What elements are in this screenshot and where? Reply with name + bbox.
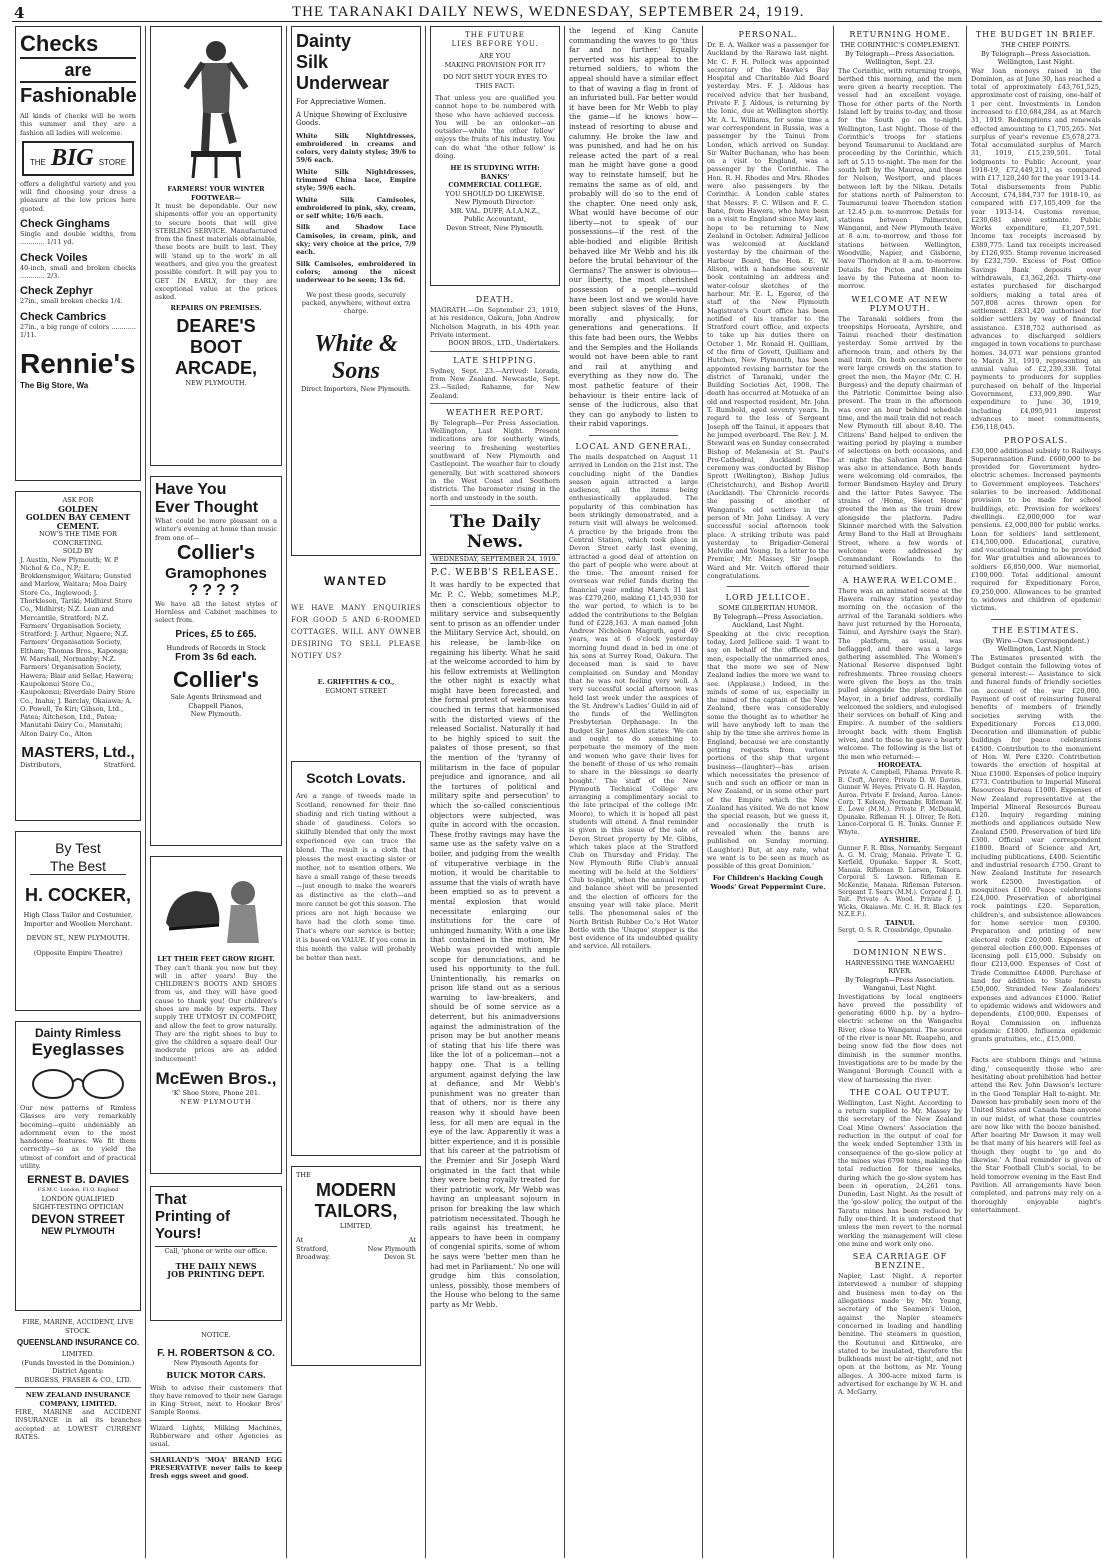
- wanted-ad: [291, 566, 421, 695]
- divider: [430, 351, 560, 352]
- ad-body: offers a delightful variety and you will find choosing your dress a pleasure at the low prices here quoted.: [20, 179, 136, 213]
- ad-body: Our new patterns of Rimless Glasses are very remarkably becoming—quite undeniably an adornment even to the most handsome features. We fit them correctly—so as to yield the utmost of comfort and of practical utility.: [20, 1104, 136, 1171]
- price-item-name: Check Ginghams: [20, 218, 110, 231]
- personal-body: Dr. E. A. Walker was a passenger for Auckland by the Rarawa last night. Mr. C. F. H. Pollock was appointed secretary of the Hawke's Bay Hospital and Charitable Aid Board yesterday. Mrs. F. J. Aldous has received advice that her husband, Private F. J. Aldous, is returning by the Ionic, due at Wellington shortly. Mr. A. L. Williams, for some time a war correspondent in Russia, was a passenger by the Tainui from London, which arrived on Sunday. Sir Walter Buchanan, who has been on a visit to England, was a passenger by the Corinthic. The Hon. R. H. Rhodes and Mrs. Rhodes were also passengers by the Corinthic. A London cable states that Messrs. F. C. Wilson and F. C. Bane, from Hawera, who have been on a visit to England since May last, hope to be returning to New Zealand in October. Admiral Jellicoe was welcomed at Auckland yesterday by the chairman of the Harbour Board, the Hon. E. W. Alison, with a handsome souvenir book containing an address and water-colour sketches of the harbour. Mr. E. L. Egerer, of the staff of the New Plymouth Magistrate's Court office has been notified of his transfer to the Stratford court office, and expects to take up his duties there on October 1. Mr. Ronald H. Quilliam, of the firm of Govett, Quilliam and Hutchen, New Plymouth, has been appointed revising barrister for the district of Taranaki, under the Building Societies Act, 1908. The death has occurred at Motueka of an old and respected resident, Mr. John T. Rumbold, aged seventy years. In regard to the loss of Sergeant Joseph off the Tainui, it appears that he jumped overboard. The Rev. J. M. Steward was on Sunday consecrated Bishop of Melanesia at St. Paul's Pro-Cathedral, Auckland. The ceremony was conducted by Bishop Sprott (Wellington), Bishop Julius (Christchurch), and Bishop Averill (Auckland). The Chronicle records the passing of another of Wanganui's old settlers in the person of Mr. John Lindsay. A very successful social afternoon took place. A striking tribute was paid yesterday to Brigadier-General Melville and Young. In a letter to the Premier, Mr. Massey, Sir Joseph Ward and Mr. Veitch offered their congratulations.: [707, 41, 829, 580]
- ad-headline: That: [155, 1191, 187, 1208]
- ship-name: HOROEATA.: [877, 760, 923, 769]
- ad-line: BUICK MOTOR CARS.: [166, 1370, 266, 1380]
- section-heading: THE COAL OUTPUT.: [849, 1087, 951, 1097]
- column-rule: [425, 26, 426, 1558]
- column-2: [150, 26, 282, 1558]
- ad-line: THE DAILY NEWS: [175, 1260, 257, 1271]
- ad-body: WE HAVE MANY ENQUIRIES FOR GOOD 5 AND 6-ROOMED COTTAGES. WILL ANY OWNER DESIRING TO SELL PLEASE NOTIFY US?: [291, 604, 421, 660]
- cocker-name: H. COCKER,: [24, 885, 131, 905]
- editorial-date: WEDNESDAY, SEPTEMBER 24, 1919.: [430, 554, 560, 565]
- ad-body: That unless you are qualified you cannot hope to be numbered with those who have achieved success. You will be an onlooker—an outsider—while 'the other fellow' enjoys the fruits of his industry. You can do what 'the other fellow' is doing.: [435, 94, 555, 161]
- coal-body: Wellington, Last Night. According to a return supplied to Mr. Massey by the secretary of the New Zealand Coal Mine Owners' Association the reduction in the output of coal for the week ended September 13th in consequence of the go-slow policy at the mines was 6798 tons, making the total reduction for three weeks, during which the go-slow system has been in operation, 24,261 tons. Dunedin, Last Night. As the result of the 'go-slow' policy, the output of the Taratu mines has been reduced by fully one-third. It is understood that unless the men revert to the normal working the management will close one mine and work only one.: [838, 1098, 962, 1248]
- ad-body: We have all the latest styles of Hornless and Cabinet machines to select from.: [155, 599, 277, 625]
- logo-text: THE: [29, 157, 46, 167]
- subheading: THE CORINTHIC'S COMPLEMENT.: [840, 41, 960, 49]
- banks-college-ad: [430, 26, 560, 286]
- notice-signature: BOON BROS., LTD., Undertakers.: [448, 339, 560, 348]
- ad-line: Broadway.: [296, 1253, 331, 1261]
- subheading: THE CHIEF POINTS.: [1001, 41, 1071, 49]
- cocker-ad: [15, 831, 141, 1011]
- notice-body: By Telegraph—Per Press Association. Wellington, Last Night. Present indications are for southerly winds, veering to freshening westerlies southward of New Plymouth and Castlepoint. The weather fair to cloudy generally, but with scattered showers in the West Coast and Southern districts. The barometer rising in the north and unsteady in the south.: [430, 418, 560, 502]
- ad-headline: The Best: [30, 858, 126, 875]
- silk-item: Silk and Shadow Lace Camisoles, in cream, pink, and sky; very choice at the price, 7/9 each.: [296, 223, 416, 257]
- ad-headline: Ever Thought: [155, 499, 259, 516]
- column-rule: [702, 26, 703, 1558]
- agents-list: J. Austin, New Plymouth; W. P. Nichol & Co., N.P.; E. Brokkensmigor, Waitara; Gunsted and Marlow, Waitara; Moa Dairy Store Co., Inglewood; J. Thorkleson, Tariki; Midhirst Store Co., Midhirst; N.Z. Loan and Mercantile, Stratford; N.Z. Farmers' Organisation Society, Stratford; J. Arthur, Ngaere; N.Z. Farmers' Organisation Society, Eltham; Thomas Bros., Kaponga; W. Marshall, Normanby; N.Z. Farmers' Organisation Society, Hawera; Blair and Sellar, Hawera; Kaupokonui Store Co., Kaupokonui; Riverdale Dairy Store Co., Inaha; J. Barclay, Okaiawa; A. O. Powell, Te Kiri; Gibson, Ltd., Patea; Aitcheson, Ltd., Patea; Manutahi Dairy Co., Manutahi; Alton Dairy Co., Alton: [20, 555, 136, 738]
- section-heading: RETURNING HOME.: [849, 30, 951, 39]
- big-store-ad: [15, 26, 141, 481]
- ad-headline: WANTED: [324, 574, 388, 588]
- ad-line: GOLDEN BAY CEMENT: [25, 512, 131, 522]
- ad-line: Hundreds of Records in Stock: [166, 643, 266, 652]
- ad-line: NEW PLYMOUTH: [41, 1225, 115, 1236]
- insurance-name: QUEENSLAND INSURANCE CO.: [16, 1338, 140, 1347]
- ad-body: Wish to advise their customers that they have removed to their new Garage in King Street, next to Hooker Bros' Sample Rooms.: [150, 1383, 282, 1417]
- price-list: [20, 218, 136, 339]
- ad-body: What could be more pleasant on a winter's evening at home than music from one of—: [155, 517, 277, 542]
- farmer-boot-illustration: [171, 33, 261, 183]
- ad-line: A Unique Showing of Exclusive Goods.: [296, 110, 407, 127]
- ad-line: New Plymouth Director:: [454, 198, 536, 207]
- section-heading: A HAWERA WELCOME.: [842, 575, 958, 585]
- ad-line: DEVON STREET: [31, 1211, 125, 1226]
- column-6: [707, 26, 829, 1558]
- children-shoes-illustration: [161, 863, 271, 953]
- ad-line: Devon St.: [383, 1253, 416, 1261]
- section-heading: LORD JELLICOE.: [725, 593, 811, 603]
- dateline: (By Wire—Own Correspondent.) Wellington, Last Night.: [982, 636, 1090, 653]
- logo-text: STORE: [98, 157, 127, 167]
- column-rule: [833, 26, 834, 1558]
- section-heading: PERSONAL.: [738, 30, 798, 39]
- dominion-body: Investigations by local engineers have proved the possibility of generating 6000 h.p. by a hydro-electric scheme on the Wangaehu River, close to Wanganui. The source of the river is near Mt. Ruapehu, and being snow fed the flow does not diminish in the summer months. Investigations are to be made by the Wanganui Borough Council with a view of harnessing the river.: [838, 992, 962, 1084]
- divider: [589, 435, 678, 436]
- column-7: [838, 26, 962, 1558]
- ad-headline: By Test: [55, 840, 101, 856]
- editorial-body: It was hardly to be expected that Mr. P. C. Webb, sometimes M.P., then a conscientious objector to military service and subsequently sent to prison as an offender under the Military Service Act, should, on his release, be lamb-like on regaining his liberty. What he said at the welcome accorded to him by his fellow extremists at Wellington the other night is exactly what might have been forecasted, and the formal protest of welcome was couched in terms that harmonised with the distorted views of the released Socialist. Naturally it had to be highly spiced to suit the palates of those present, so that the mention of the 'tyranny of militarism in the face of popular prejudice and ignorance, and all the tortures of political and military spite and persecution' to which the so-called conscientious objectors were subjected, was quite in accord with the occasion. These frothy ravings may have the same use as the safety valve on a boiler, and judging from the wealth of vituperative verbiage in the motion, it would be charitable to assume that the vials of wrath have been emptied so as to prevent a mental explosion that would necessitate enlarging our institutions for the care of unhinged humanity. With a one like that contained in the motion, Mr Webb was provided with ample scope for denunciations, and he used his opportunity to the full. Unintentionally, his remarks on prison life stand out as a serious warning to law-breakers, and should be of some service as a deterrent, but his animadversions against the administration of the prison may be but another means of stating that his life there was like the lot of a policeman—not a happy one. That is a telling argument against defying the law at defiance, and Mr Webb's punishment was no greater than that of others, nor is there any reason why it should have been less, for all men are equal in the eye of the law. Apparently it was a bitter experience, and it is possible that his career at the patriotism of the Premier and Sir Joseph Ward originated in the fact that while they were being royally treated for their patriotic work, Mr Webb was having an unpleasant sojourn in prison for breaking the law which patriotism necessitated. Though he rails against his treatment, he appears to have been in company of congenial spirits, some of whom he says were 'better men than he had met in Parliament.' No one will grudge him this consolation, unless, possibly, those members of the House who belong to the same party as Mr Webb.: [430, 580, 560, 1309]
- ad-line: NEW PLYMOUTH.: [185, 379, 247, 388]
- ad-line: Public Accountant,: [463, 215, 527, 224]
- white-sons-logo: White & Sons: [314, 331, 398, 385]
- column-3: [291, 26, 421, 1558]
- ad-headline: Eyeglasses: [31, 1040, 125, 1059]
- eyeglasses-illustration: [28, 1062, 128, 1102]
- ad-headline: FARMERS! YOUR WINTER FOOTWEAR—: [167, 185, 265, 202]
- ad-headline: are: [20, 57, 136, 83]
- ad-body: FIRE, MARINE and ACCIDENT INSURANCE in all its branches accepted at LOWEST CURRENT RATES.: [15, 1408, 141, 1441]
- column-rule: [286, 26, 287, 1558]
- divider: [15, 1387, 141, 1388]
- jellicoe-body: Speaking at the civic reception today, Lord Jellicoe said: 'I want to say on behalf of the officers and men, especially the unmarried ones, that the more we see of New Zealand ladies the more we want to see. (Applause.) Indeed, in the minds of some of us, especially in the mind of the captain of the New Zealand, there was considerably some the thought as to whether he will have anybody left to man the ship by the time she arrives home in England, because we are constantly getting requests from various portions of the ship that urgent business—(laughter)—has arisen which necessitates the presence of such and such an officer or man in New Zealand, or in some other part of the Empire which the New Zealand has visited. We do not know the special reason, but we guess it, and occasionally the truth is revealed when the banns are published on Sunday morning. (Laughter.) But, at any rate, what we want is to be seen as much as possible of this great Dominion.': [707, 629, 829, 871]
- ad-line: CONCRETING.: [52, 538, 104, 547]
- ad-line: CEMENT.: [56, 520, 100, 531]
- soldier-list: Gunner F. R. Bliss, Normanby. Sergeant A. G. M. Craig, Manaia. Private T. G. Kerfield, Opunake. Sapper R. Scott, Manaia. Rifleman D. Larsen, Tokaora. Corporal S. Lawson. Rifleman E. McKenzie, Manaia. Rifleman Paterson. Sergeant T. Sears (M.M.). Corporal J. D. Tait. Private A. Wood. Private F. J. Wicks, Okaiawa. Mr. C. H. R. Black (ex N.Z.E.F.).: [838, 844, 962, 919]
- insurance-ad: [15, 1318, 141, 1441]
- ad-line: LIMITED,: [339, 1221, 373, 1230]
- proposals-body: £30,000 additional subsidy to Railways Superannuation Fund. £600,000 to be provided for Government hydro-electric schemes. Increased payments to Government employees. Teachers' salaries to be increased. Additional provision to be made for school buildings, etc. Provision for workers' dwellings. £2,000,000 for war pensions. £2,000,000 for public works. Loan for soldiers' land settlement, £14,500,000. Educational, curative, and vocational training to be provided for. War gratuities and allowances to soldiers £6,850,000. War memorial, £100,000. Total additional amount required for Expeditionary Force, £9,250,000. Allowances to be granted to widows and children of epidemic victims.: [971, 446, 1101, 613]
- ad-line: Devon Street, New Plymouth.: [446, 223, 544, 232]
- column-4: [430, 26, 560, 1558]
- ad-line: NEW ZEALAND INSURANCE COMPANY, LIMITED.: [25, 1391, 131, 1408]
- budget-body: War loan moneys raised in the Dominion, as at June 30, has reached a total of approximately £43,761,525, approximate cost of raising, one-half of 1 per cent. Investments in London increased to £10,684,284, as at March 31, 1919. Redemptions and renewals effected amounting to £1,705,265. Net surplus of year's revenue £5,678,273. Total accumulated surplus of March 31, 1919, £15,239,501. Total lodgments to Public Account, year 1918-19, £72,449,211, as compared with £17,120,240 for the year 1913-14. Total disbursements from Public Account, £74,184,737 for 1918-19, as compared with £17,105,409 for the year 1913-14. Customs revenue, £230,681 above estimate. Public Works expenditure, £1,207,591. Income tax receipts increased by £389,775. Land tax receipts increased by £126,935. Stamp revenue increased by £232,759. Excess of Post Office Savings Bank deposits over withdrawals, £3,362,263. Thirty-one estates purchased for discharged soldiers, making a total area of 507,808 acres thrown open for settlement. £831,420 authorised for soldier settlers by way of financial assistance. £318,752 authorised as advances to discharged soldiers engaged in town vocations to purchase homes. 34,071 war pensions granted to March 31, 1919, representing an annual value of £2,239,338. Total payments to producers for supplies purchased on behalf of the Imperial Government, £33,909,890. War expenditure to June 30, 1919, including £4,095,911 imprest advances to meet commitments, £56,118,045.: [971, 66, 1101, 432]
- section-heading: PROPOSALS.: [1003, 435, 1069, 445]
- ad-line: THE: [296, 1171, 311, 1179]
- ad-line: Stratford,: [296, 1244, 329, 1253]
- ad-line: JOB PRINTING DEPT.: [167, 1269, 265, 1279]
- ad-line: DEVON ST., NEW PLYMOUTH.: [26, 934, 130, 942]
- section-heading: SEA CARRIAGE OF BENZINE.: [852, 1252, 948, 1271]
- ad-line: New Plymouth Agents for: [173, 1358, 259, 1367]
- ad-line: DO NOT SHUT YOUR EYES TO THIS FACT:: [442, 73, 548, 90]
- rennies-name: Rennie's: [20, 348, 136, 380]
- ad-line: At: [296, 1236, 304, 1244]
- price-item-desc: 27in., small broken checks 1/4.: [20, 297, 123, 306]
- ad-line: SIGHT-TESTING OPTICIAN: [32, 1203, 124, 1212]
- divider: [430, 403, 560, 404]
- address-block: [296, 1236, 330, 1262]
- tailors-addresses: [296, 1236, 416, 1262]
- ad-line: MR. VAL. DUFF, A.I.A.N.Z.,: [450, 206, 540, 215]
- ad-line: SOLD BY: [62, 547, 94, 555]
- ad-line: HE IS STUDYING WITH:: [450, 164, 540, 173]
- ad-line: Direct Importers, New Plymouth.: [301, 385, 411, 394]
- ad-headline: THE FUTURE: [465, 31, 525, 39]
- section-heading: WELCOME AT NEW PLYMOUTH.: [851, 294, 949, 313]
- masters-sub: Distributors,: [20, 761, 62, 770]
- big-store-logo: [22, 141, 134, 176]
- divider: [150, 1420, 282, 1421]
- ad-line: MAKING PROVISION FOR IT?: [444, 60, 546, 69]
- ad-body: They can't thank you now but they will in after years! Buy the CHILDREN'S BOOTS AND SHOES from us, and they will have good cause to thank you! Our children's shoes are made by experts. They supply THE UTMOST IN COMFORT, and allow the feet to grow naturally. They are the right shoes to buy to give the children a square deal! Our moderate prices are an added inducement!: [155, 963, 277, 1063]
- ad-headline: Scotch Lovats.: [306, 770, 406, 786]
- dateline: By Telegraph—Press Association. Auckland, Last Night.: [713, 612, 823, 630]
- davies-ad: [15, 1021, 141, 1311]
- subheading: SOME GILBERTIAN HUMOR.: [718, 604, 818, 613]
- divider: [991, 1049, 1081, 1050]
- notice-body: Sydney, Sept. 23.—Arrived: Lorada, from New Zealand. Newcastle, Sept. 23.—Sailed: Rahanne, for New Zealand.: [430, 366, 560, 400]
- column-5: [569, 26, 698, 1558]
- notice-heading: NOTICE.: [201, 1331, 231, 1339]
- section-heading: DEATH.: [475, 295, 515, 304]
- ad-headline: Printing of: [155, 1208, 230, 1225]
- ad-headline: Dainty: [296, 31, 352, 51]
- price-range: Prices, £5 to £65.: [175, 628, 257, 640]
- deare-name: DEARE'S: [176, 316, 256, 337]
- subheading: HARNESSING THE WANGAEHU RIVER.: [845, 958, 955, 976]
- section-heading: LATE SHIPPING.: [453, 355, 537, 365]
- dateline: By Telegraph—Press Association. Wellington, Sept. 23.: [845, 49, 955, 66]
- price-item-name: Check Voiles: [20, 251, 88, 264]
- advert-footer: For Children's Hacking Cough Woods' Great Peppermint Cure.: [710, 874, 826, 891]
- masthead: [12, 4, 1102, 22]
- ad-headline: LET THEIR FEET GROW RIGHT.: [157, 955, 275, 963]
- ad-line: EGMONT STREET: [325, 686, 387, 695]
- ad-body: SHARLAND'S 'MOA' BRAND EGG PRESERVATIVE never fails to keep fresh eggs sweet and good.: [150, 1455, 282, 1481]
- paper-masthead: The Daily News.: [449, 511, 541, 552]
- ship-name: AYRSHIRE.: [879, 836, 921, 845]
- ad-line: (Funds Invested in the Dominion.): [21, 1358, 135, 1367]
- ad-line: NOW'S THE TIME FOR: [39, 530, 117, 538]
- dateline: By Telegraph—Press Association. Wanganui, Last Night.: [845, 975, 955, 993]
- question-marks: ????: [188, 581, 244, 599]
- price-item-desc: 27in., a big range of colors ............ 1/11.: [20, 322, 136, 339]
- ad-body: Wizard Lights, Milking Machines, Rubberware and other Agencies as usual.: [150, 1423, 282, 1449]
- ad-line: F.S.M.C. London, F.I.O. England: [37, 1187, 119, 1194]
- deare-name: ARCADE,: [174, 358, 257, 379]
- masters-ad: [15, 491, 141, 821]
- ad-line: Sale Agents Brinsmead and Chappell Pianos,: [170, 693, 262, 710]
- estimates-body: The Estimates presented with the Budget contain the following votes of general interest:— Assistance to sick and funeral funds of friendly societies on account of the war £20,000. Payment of cost of reinsuring funeral benefits of members of friendly societies serving with the Expeditionary Forces £13,000. Decoration and illumination of public buildings for peace celebrations £4500. Contribution to the monument of Hon. W. Pere £320. Contribution towards the erection of hospital at Niue £1000. Expenses of police inquiry £773. Contribution to Imperial Mineral Resources Bureau £1000. Expenses of New Zealand representative at the Imperial Mineral Resources Bureau £120. Inquiry regarding mining methods and appliances outside New Zealand £500. Preservation of bird life £300. Official war correspondent £1800. Board of Science and Art, including publications, £400. Scientific and industrial research £750. Grant to New Zealand Institute for research work £2500. Investigation of mosquitoes £100. Peace celebrations £24,000. Preservation of aboriginal rock paintings £20. Separation, children's, and subsistence allowances for home service men £9300. Preparation and printing of new electoral rolls £20,000. Expenses of general election £60,000. Expenses of licensing poll £15,000. Subsidy on flour £213,000. Expenses of Cost of Trade Committee £4000. Purchase of land for addition to State forests £50,000. Stranded New Zealanders' expenses and advances £1000. Relief to epidemic widows and widowers and dependents, £100,000. Expenses of Royal Commission on influenza epidemic £1800. Influenza epidemic grants gratuities, etc., £15,000.: [971, 653, 1101, 1044]
- price-item-desc: 40-inch, small and broken checks ............ 2/3.: [20, 263, 136, 280]
- davies-name: ERNEST B. DAVIES: [27, 1174, 129, 1187]
- section-heading: THE BUDGET IN BRIEF.: [975, 30, 1097, 39]
- page-number: 4: [14, 4, 26, 22]
- mcewen-name: McEwen Bros.,: [155, 1069, 277, 1089]
- ad-headline: Fashionable: [20, 85, 137, 107]
- soldier-list: Sergt. O. S. R. Crossbridge, Opunake.: [838, 927, 954, 935]
- editorial-title: P.C. WEBB'S RELEASE.: [431, 568, 559, 579]
- soldier-list: Private A. Campbell, Pihama. Private R. B. Croft, Aorere. Private D. W. Davies. Gunner W. Heyes. Private G. H. Haydon, Auroa. Private F. Ireland, Auroa. Lance-Corp. T. Kelsen, Normanby. Rifleman W. E. Lowe (M.M.). Private P. McDonald, Opunake. Rifleman H. J. Oliver, Te Roti. Lance-Corporal G. H. Tonks. Gunner F. Whyte.: [838, 769, 962, 836]
- ad-line: LIES BEFORE YOU.: [451, 39, 539, 48]
- colliers-brand: Collier's: [176, 541, 256, 564]
- ad-body: All kinds of checks will be worn this summer and they are a fashion all ladies will welcome.: [20, 112, 136, 137]
- section-heading: WEATHER REPORT.: [446, 407, 544, 417]
- silk-item: Silk Camisoles, embroidered in colors; among the nicest underwear to be seen; 13s 6d.: [296, 259, 416, 285]
- ad-line: REPAIRS ON PREMISES.: [170, 303, 262, 312]
- ad-line: For Appreciative Women.: [296, 98, 386, 106]
- ad-line: BANKS': [480, 172, 510, 181]
- ad-body: It must be dependable. Our new shipments offer you an opportunity to secure boots that will give STERLING SERVICE. Manufactured from the finest materials obtainable, these boots are built to last. They will 'stand up to the work' in all weathers, and give you the greatest possible comfort. It will pay you to GET IN EARLY, for they are exceptional value at the prices asked.: [155, 202, 277, 302]
- ad-line: ARE YOU: [479, 52, 511, 60]
- rennies-footer: The Big Store, Wa: [20, 381, 89, 391]
- logo-text: BIG: [50, 144, 94, 171]
- divider: [858, 941, 942, 942]
- ad-line: High Class Tailor and Costumier,: [23, 911, 133, 919]
- tailors-name: TAILORS,: [314, 1200, 398, 1221]
- ad-line: At: [408, 1236, 416, 1244]
- price-item-name: Check Cambrics: [20, 310, 107, 323]
- price-item-desc: Single and double widths, from ............ 1/11 yd.: [20, 230, 136, 247]
- robertson-name: F. H. ROBERTSON & CO.: [157, 1347, 275, 1359]
- colliers-ad: [150, 476, 282, 846]
- ad-line: District Agents:: [52, 1367, 104, 1375]
- ad-line: GOLDEN: [58, 503, 98, 514]
- editorial-continuation: the legend of King Canute commanding the waves to go 'thus far and no further.' Equally perverted was his appeal to the returned soldiers, to whom the appeal should have a similar effect to that of waving a flag in front of an infuriated bull. Far better would it have been for Mr Webb to play the game—if he knows how—instead of resorting to abuse and calumny. He broke the law and was punished, and had he on his release acted the part of a real man he might have gone a good way to reinstate himself, but he remains the same as of old, and probably will do so to the end of the chapter. One need only ask, What would have become of our liberty—not to speak of our possessions—if the rest of the able-bodied and eligible British behaved like Mr Webb and his ilk before the brutal behaviour of the Germans? The answer is obvious—our liberty, the most cherished possession of a people—would have been lost and we would have been subject slaves of the Huns, morally and physically, for generations and generations. If this fate had been ours, the Webbs and the Semples and the Hollands would not have been able to rant and rail at anything and everything as they now do. The most pathetic feature of their behaviour is their entire lack of sense of the ludicrous, also that they can go anybody to listen to their rabid vaporings.: [569, 26, 698, 429]
- ad-line: COMMERCIAL COLLEGE.: [448, 181, 542, 190]
- ad-line: LIMITED.: [61, 1350, 95, 1358]
- colliers-product: Gramophones: [165, 564, 267, 582]
- deare-ad: [150, 26, 282, 466]
- ad-body: We post these goods, securely packed, anywhere, without extra charge.: [301, 290, 411, 316]
- deare-name: BOOT: [190, 337, 242, 358]
- notice-body: MAGRATH.—On September 23, 1919, at his residence, Oakura, John Andrew Nicholson Magrath, in his 49th year. Private interment.: [430, 306, 560, 339]
- ad-line: (Opposite Empire Theatre): [33, 948, 123, 957]
- ship-name: TAINUI.: [885, 918, 915, 927]
- column-rule: [564, 26, 565, 1558]
- ad-headline: Yours!: [155, 1225, 202, 1242]
- ad-headline: Have You: [155, 481, 227, 498]
- masthead-title: THE TARANAKI DAILY NEWS, WEDNESDAY, SEPTEMBER 24, 1919.: [292, 4, 805, 20]
- ad-headline: Dainty Rimless: [34, 1026, 122, 1040]
- price-item-name: Check Zephyr: [20, 285, 93, 298]
- modern-tailors-ad: [291, 1166, 421, 1366]
- silk-item: White Silk Nightdresses, trimmed China lace, Empire style; 59/6 each.: [296, 167, 416, 193]
- benzine-body: Napier, Last Night. A reporter interviewed a number of shipping and business men to-day on the allegations made by Mr. Young, secretary of the Seamen's Union, against the Napier steamers concerned in loading and handling benzine. The steamers in question, the Koutunui and Kittiwake, are stated to be insulated, therefore the bulkheads must be air-tight, and not open at the bottom, as Mr. Young alleges. A 300-acre mixed farm is advertised for exchange by W. H. and A. McGarry.: [838, 1272, 962, 1397]
- tailors-name: MODERN: [316, 1179, 396, 1200]
- ad-line: New Plymouth: [367, 1244, 416, 1253]
- ad-line: Importer and Woollen Merchant.: [23, 919, 133, 928]
- robertson-ad: [150, 1331, 282, 1480]
- masters-town: Stratford.: [103, 761, 136, 770]
- hawera-body: There was an animated scene at the Hawera railway station yesterday morning on the occasion of the arrival of the Taranaki soldiers who have just returned by the Horoeata, Tainui, and Ayrshire (says the Star). The platform, as usual, was beflagged, and there was a large gathering assembled. The Women's National Reserve dispensed light refreshments. Three rousing cheers were given the boys as the train pulled alongside the platform. The Mayor, in a brief address, cordially welcomed the soldiers, and eulogised their services on behalf of King and Empire. A number of the soldiers brought back with them English wives, and to these he gave a hearty welcome. The following is the list of the men who returned:—: [838, 586, 962, 761]
- address-block: [368, 1236, 416, 1262]
- divider: [991, 619, 1081, 620]
- ad-body: Are a range of tweeds made in Scotland, renowned for their fine shading and rich tinting without a shade of gaudiness. Colors so skilfully blended that only the most experienced eye can trace the blend. The result is a cloth that pleases the most exacting sister or mother, not to mention others. We have a small range of these tweeds—just enough to make the wearers as distinctive as the cloth—and more cannot be got this season. The prices are not high because we have had the cloth some time. That's where our service is better; it is based on VALUE. If you come in this month the value will probably be better than next.: [296, 792, 416, 962]
- welcome-body: The Taranaki soldiers from the troopships Horoeata, Ayrshire, and Tainui reached their destination yesterday. Some arrived by the afternoon train, and others by the mail train. On both occasions there were large crowds on the station to greet the men, the Mayor (Mr. C. H. Burgess) and the deputy chairman of the Patriotic Committee being also present. The train in the afternoon was over an hour behind schedule time, and the mail train did not reach New Plymouth till about 8.40. The Citizens' Band helped to enliven the waiting period by playing a number of selections on both occasions, and at night the Salvation Army Band was also in attendance. Both bands were welcoming old comrades, the former Bandsmen Hayley and Drury and the latter Pates Sawyer. The strains of 'Home, Sweet Home' greeted the men as the train drew alongside the platform. Padre Skinner marched with the Salvation Army Band to the Hall at Brougham Street, where a few words of welcome were addressed by Commandant Rowlands to the returned soldiers.: [838, 314, 962, 572]
- silk-ad: [291, 26, 421, 556]
- local-items: Facts are stubborn things and 'winna ding,' consequently those who are hesitating about prohibition had better attend the Rev. John Dawson's lecture in the Good Templar Hall to-night. Mr. Dawson has probably seen more of the United States and Canada than anyone in our midst, of what those countries are now like with the booze banished. After hearing Mr Dawson it may well be that many of his hearers will feel as though they ought to 'go and do likewise.' A final reminder is given of the Star Football Club's social, to be held tomorrow evening in the East End Pavilion. All arrangements have been completed, and patrons may rely on a thoroughly enjoyable night's entertainment.: [971, 1056, 1101, 1214]
- ad-headline: Checks: [20, 31, 99, 56]
- ad-line: 'K' Shoe Store, Phone 201.: [171, 1089, 261, 1098]
- ad-line: From 3s 6d each.: [175, 652, 257, 664]
- griffiths-name: E. GRIFFITHS & CO.,: [317, 678, 395, 686]
- ad-line: YOU SHOULD DO LIKEWISE.: [445, 189, 545, 198]
- section-heading: DOMINION NEWS.: [853, 947, 947, 957]
- ad-line: LONDON QUALIFIED: [41, 1194, 115, 1203]
- section-heading: LOCAL AND GENERAL.: [575, 441, 692, 451]
- ad-headline: Silk: [296, 52, 329, 72]
- returning-body: The Corinthic, with returning troops, berthed this morning, and the men were given a hearty reception. The vessel had an excellent voyage. Those for other parts of the North Island left by trains to-day, and those for the South go on to-night. Wellington, Last Night. Those of the Corinthic's troops for stations beyond Taumarunui to Auckland are proceeding by the Corinthic, which left at 5.15 to-night. The men for the south left by the Maurea, and those for Nelson, Westport, and places between left by the Nikau. Details for stations north of Palmerston to Taumarunui leave Thorndon station at 12.45 p.m. to-morrow. Details for stations between Palmerston, Wanganui, and New Plymouth leave at 8 a.m. to-morrow, and those for stations between Wellington, Woodville, Napier, and Gisborne, leave Thorndon at 8 a.m. to-morrow. Details for Picton and Blenheim leave by the Pateena at noon to-morrow.: [838, 66, 962, 291]
- column-rule: [145, 26, 146, 1558]
- section-heading: THE ESTIMATES.: [992, 625, 1080, 635]
- dateline: By Telegraph—Press Association. Wellington, Last Night.: [981, 49, 1091, 66]
- column-1: [15, 26, 141, 1558]
- ad-line: ASK FOR: [62, 496, 94, 504]
- column-8: [971, 26, 1101, 1558]
- ad-line: FIRE, MARINE, ACCIDENT, LIVE STOCK.: [22, 1318, 134, 1335]
- column-rule: [966, 26, 967, 1558]
- divider: [150, 1452, 282, 1453]
- ad-line: NEW PLYMOUTH: [180, 1097, 252, 1106]
- masters-footer: [20, 761, 136, 769]
- mcewen-ad: [150, 856, 282, 1174]
- colliers-name: Collier's: [173, 667, 259, 693]
- ad-line: Call, 'phone or write our office.: [155, 1246, 277, 1256]
- masters-name: MASTERS, Ltd.,: [21, 744, 135, 762]
- divider: [430, 505, 560, 506]
- ad-headline: Underwear: [296, 73, 390, 93]
- divider: [727, 586, 809, 587]
- local-news-body: The mails despatched on August 11 arrived in London on the 21st inst. The concluding night of the Dandies season again attracted a large audience, all the items being enthusiastically applauded. The popularity of this combination has been strikingly demonstrated, and a return visit will always be welcomed. A practice by the brigade from the Central Station, which took place in Devon Street early last evening, attracted a good deal of attention on the part of people who were about at the time. The amount raised for overseas war relief funds during the financial year ending March 31 last was £279,260, making £1,145,930 for the war period, to which is to be added the contributions to the Belgian fund of £228,163. A man named John Andrew Nicholson Magrath, aged 49 years, was at 6 o'clock yesterday morning found dead in bed in one of his sons at Surrey Road, Oakura. The deceased man is said to have complained on Sunday and Monday that he was not feeling very well. A very successful social afternoon was held last week under the auspices of the St. Andrew's Ladies' Guild in aid of the funds of the Wellington Presbyterian Orphanage. In the Budget Sir James Allen states: 'We can and ought to do something to perpetuate the memory of the men and women who gave their lives for the benefit of those of us who remain to share in the blessings so dearly bought.' The staff of the New Plymouth Technical College are arranging a complimentary social to the late principal of the college (Mr. Moore), to which it is hoped all past students will attend. A final reminder is given in this issue of the sale of Devon Street property by Mr. Gibbs, which takes place at the Stratford Club on Thursday and Friday. The New Plymouth Rifle Club's annual meeting will be held at the Soldiers' Club to-night, when the annual report and balance sheet will be presented and the election of officers for the ensuing year will take place. Merit tells. The phenomenal sales of the North British Rubber Co.'s Hot Water Bottle with the 'Unique' stopper is the best evidence of its undoubted quality and service. All retailers.: [569, 452, 698, 951]
- silk-item: White Silk Nightdresses, embroidered in creams and colors, very dainty styles; 39/6 to 59/6 each.: [296, 131, 416, 165]
- printing-ad: [150, 1186, 282, 1321]
- ad-line: BURGESS, FRASER & CO., LTD.: [24, 1375, 132, 1384]
- notices: [430, 291, 560, 1309]
- silk-item: White Silk Camisoles, embroidered in pink, sky, cream, or self white; 16/6 each.: [296, 195, 416, 221]
- lovats-ad: [291, 761, 421, 1156]
- ad-line: New Plymouth.: [190, 710, 242, 719]
